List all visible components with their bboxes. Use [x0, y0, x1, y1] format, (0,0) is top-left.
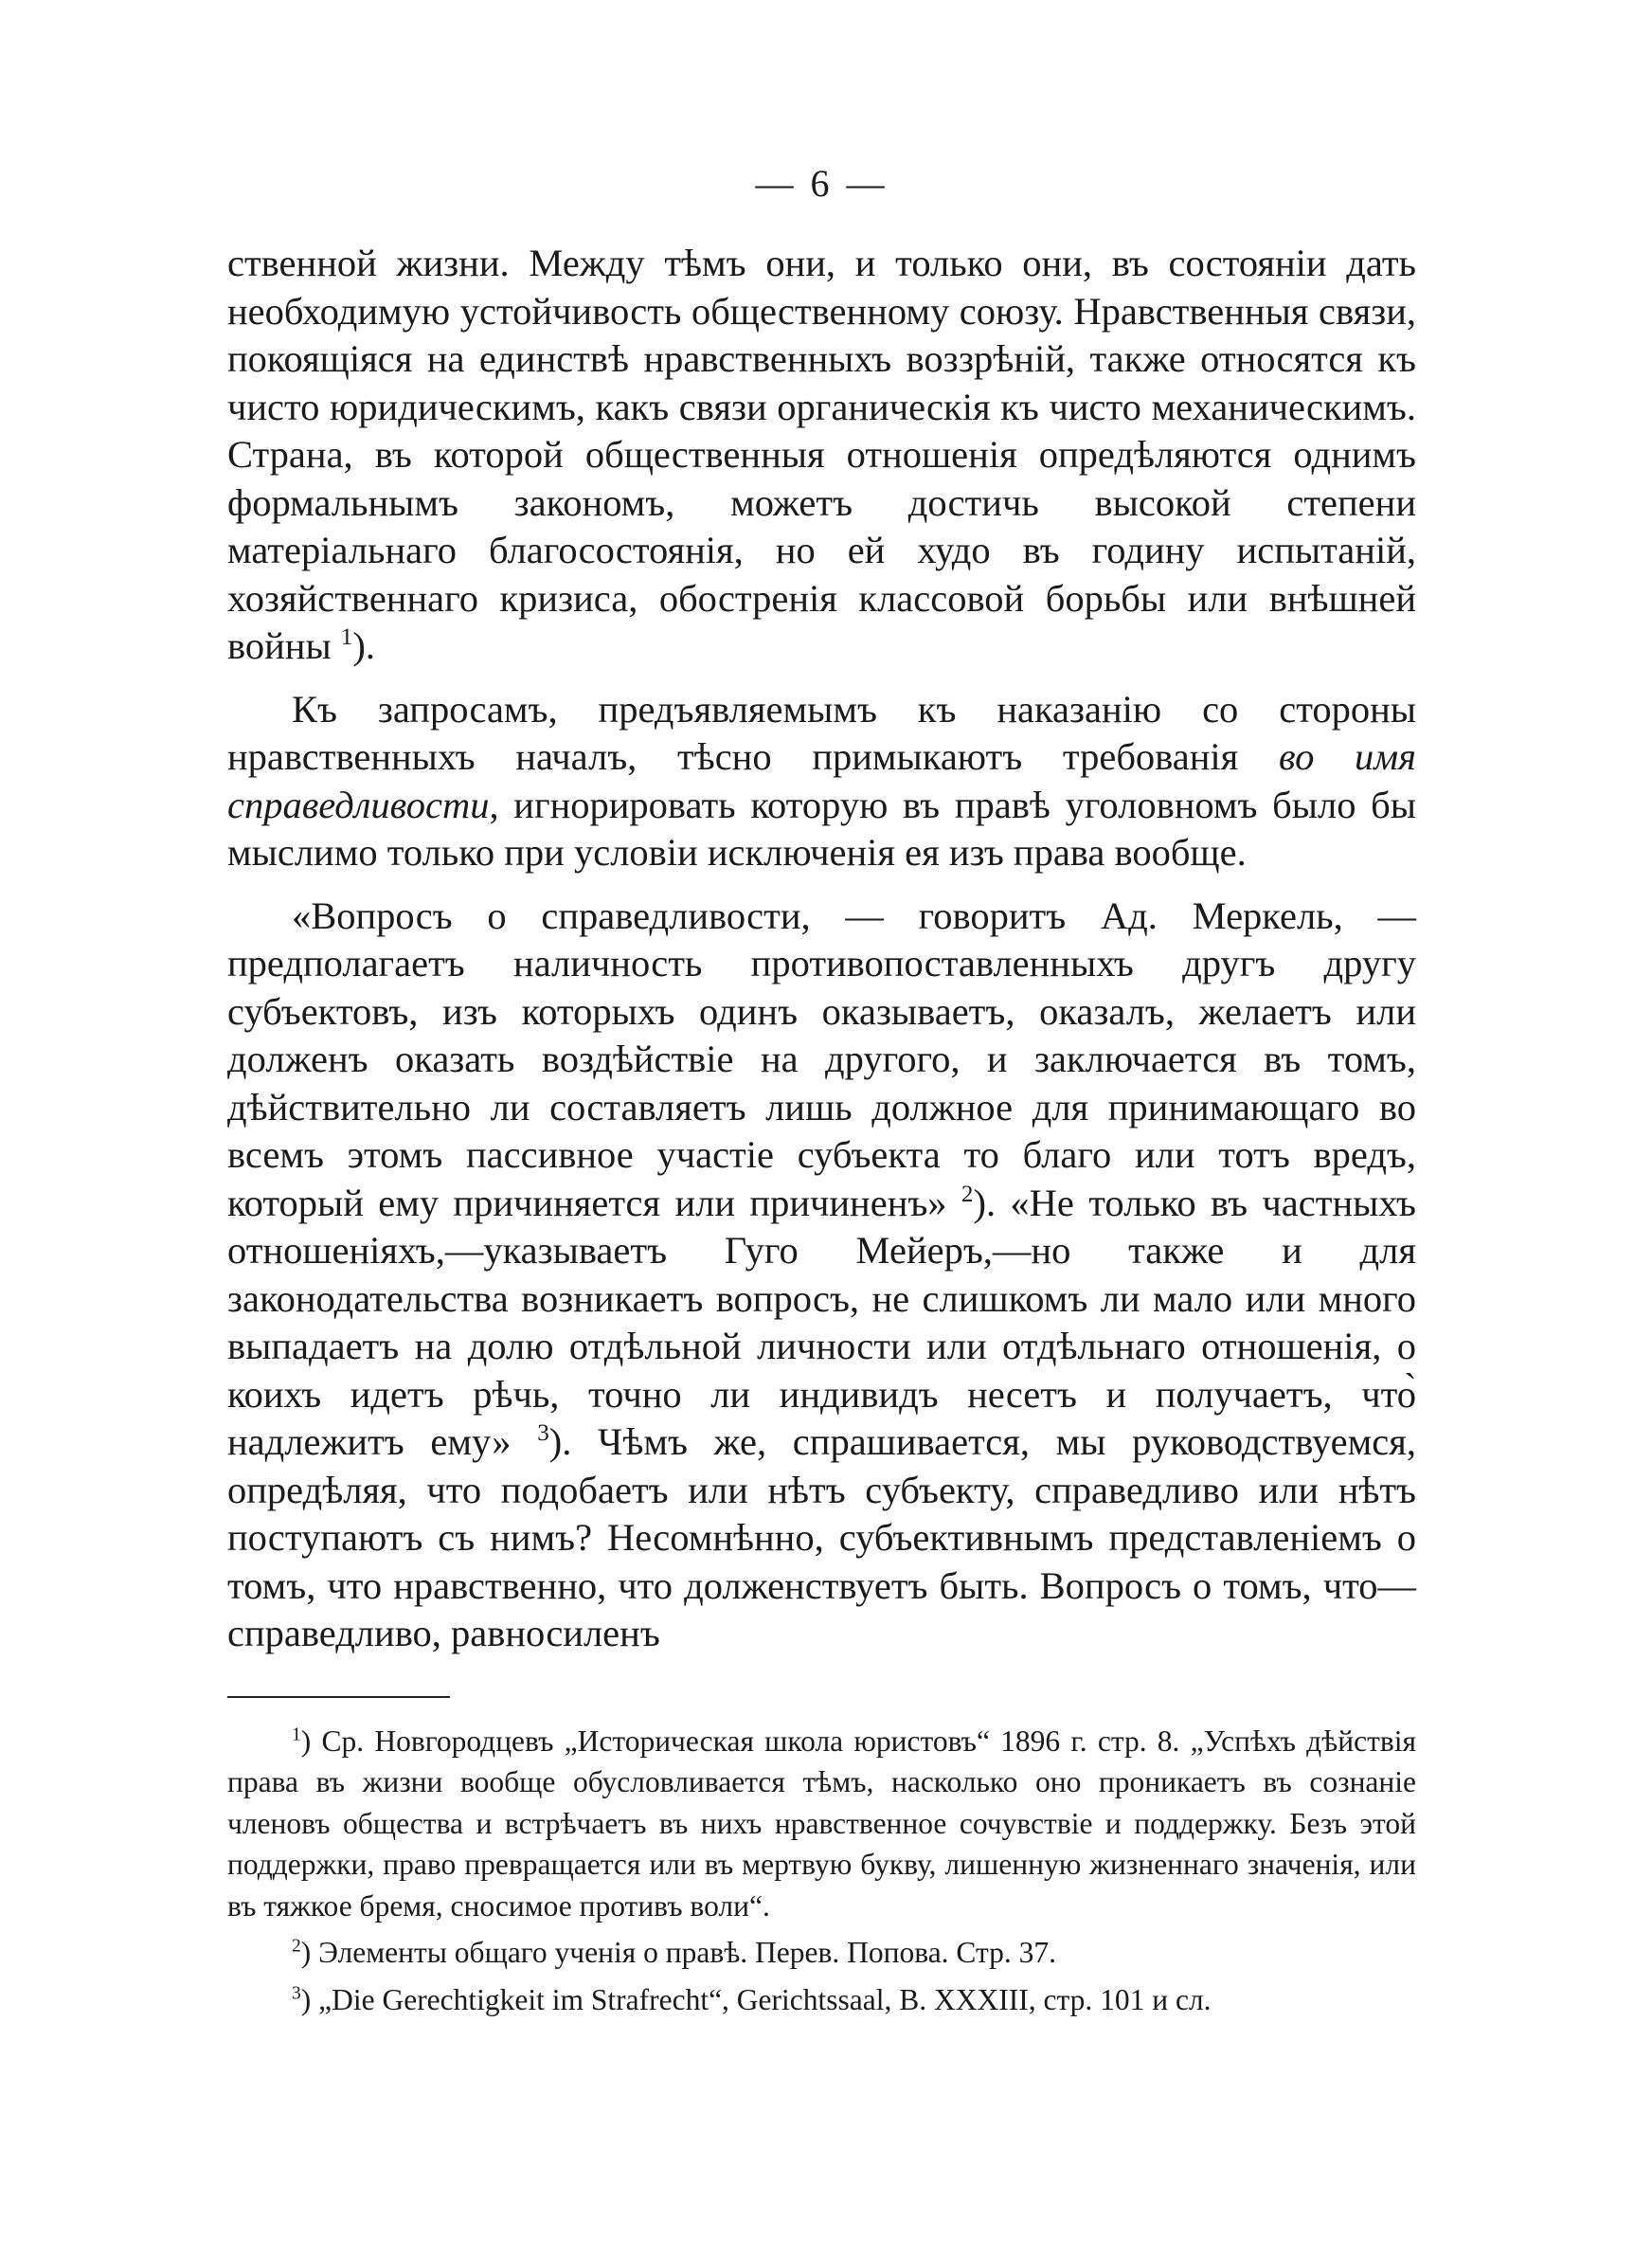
footnote-divider [227, 1696, 450, 1698]
footnote-2-marker: 2 [292, 1936, 301, 1957]
footnote-2-text: ) Элементы общаго ученія о правѣ. Перев. Попова. Стр. 37. [300, 1936, 1057, 1969]
footnotes [227, 1721, 1416, 2021]
footnote-ref-1: 1 [340, 623, 353, 650]
book-page [227, 161, 1416, 2026]
paragraph-3-end: ). Чѣмъ же, спрашивается, мы руководствуемся, опредѣляя, что подобаетъ или нѣтъ субъекту, справедливо или нѣтъ поступаютъ съ нимъ? Несомнѣнно, субъективнымъ представленіемъ о томъ, что нравственно, что долженствуетъ быть. Вопросъ о томъ, что—справедливо, равносиленъ [227, 1420, 1416, 1654]
paragraph-2-text: Къ запросамъ, предъявляемымъ къ наказанію со стороны нравственныхъ началъ, тѣсно примыкаютъ требованія [227, 687, 1416, 778]
footnote-3-marker: 3 [292, 1982, 301, 2003]
paragraph-2-end: , игнорировать которую въ правѣ уголовномъ было бы мыслимо только при условіи исключенія ея изъ права вообще. [227, 783, 1416, 874]
paragraph-3 [227, 893, 1416, 1658]
footnote-2 [227, 1932, 1416, 1974]
footnote-1-marker: 1 [292, 1724, 301, 1744]
footnote-3 [227, 1979, 1416, 2021]
italic-emphasis: во имя справедливости [227, 735, 1416, 826]
main-text [227, 240, 1416, 1658]
paragraph-3-quote-merkel: «Вопросъ о справедливости, — говоритъ Ад. Меркель, — предполагаетъ наличность противопоставленныхъ другъ другу субъектовъ, изъ которыхъ одинъ оказываетъ, оказалъ, желаетъ или долженъ оказать воздѣйствіе на другого, и заключается въ томъ, дѣйствительно ли составляетъ лишь должное для принимающаго во всемъ этомъ пассивное участіе субъекта то благо или тотъ вредъ, который ему причиняется или причиненъ» [227, 894, 1416, 1224]
footnote-ref-2: 2 [961, 1181, 974, 1207]
paragraph-1 [227, 240, 1416, 671]
footnote-ref-3: 3 [537, 1419, 549, 1446]
paragraph-3-quote-meyer: ). «Не только въ частныхъ отношеніяхъ,—указываетъ Гуго Мейеръ,—но также и для законодательства возникаетъ вопросъ, не слишкомъ ли мало или много выпадаетъ на долю отдѣльной личности или отдѣльнаго отношенія, о коихъ идетъ рѣчь, точно ли индивидъ несетъ и получаетъ, что̀ надлежитъ ему» [227, 1181, 1416, 1463]
footnote-1 [227, 1721, 1416, 1927]
paragraph-1-text: ственной жизни. Между тѣмъ они, и только они, въ состояніи дать необходимую устойчивость общественному союзу. Нравственныя связи, покоящіяся на единствѣ нравственныхъ воззрѣній, также относятся къ чисто юридическимъ, какъ связи органическія къ чисто механическимъ. Страна, въ которой общественныя отношенія опредѣляются однимъ формальнымъ закономъ, можетъ достичь высокой степени матеріальнаго благосостоянія, но ей худо въ годину испытаній, хозяйственнаго кризиса, обостренія классовой борьбы или внѣшней войны [227, 242, 1416, 667]
page-number: — 6 — [755, 162, 889, 205]
paragraph-1-end: ). [352, 624, 375, 667]
footnote-1-text: ) Ср. Новгородцевъ „Историческая школа юристовъ“ 1896 г. стр. 8. „Успѣхъ дѣйствія права въ жизни вообще обусловливается тѣмъ, насколько оно проникаетъ въ сознаніе членовъ общества и встрѣчаетъ въ нихъ нравственное сочувствіе и поддержку. Безъ этой поддержки, право превращается или въ мертвую букву, лишенную жизненнаго значенія, или въ тяжкое бремя, сносимое противъ воли“. [227, 1724, 1416, 1923]
paragraph-2 [227, 686, 1416, 877]
footnote-3-text: ) „Die Gerechtigkeit im Strafrecht“, Gerichtssaal, B. XXXIII, стр. 101 и сл. [300, 1982, 1212, 2016]
